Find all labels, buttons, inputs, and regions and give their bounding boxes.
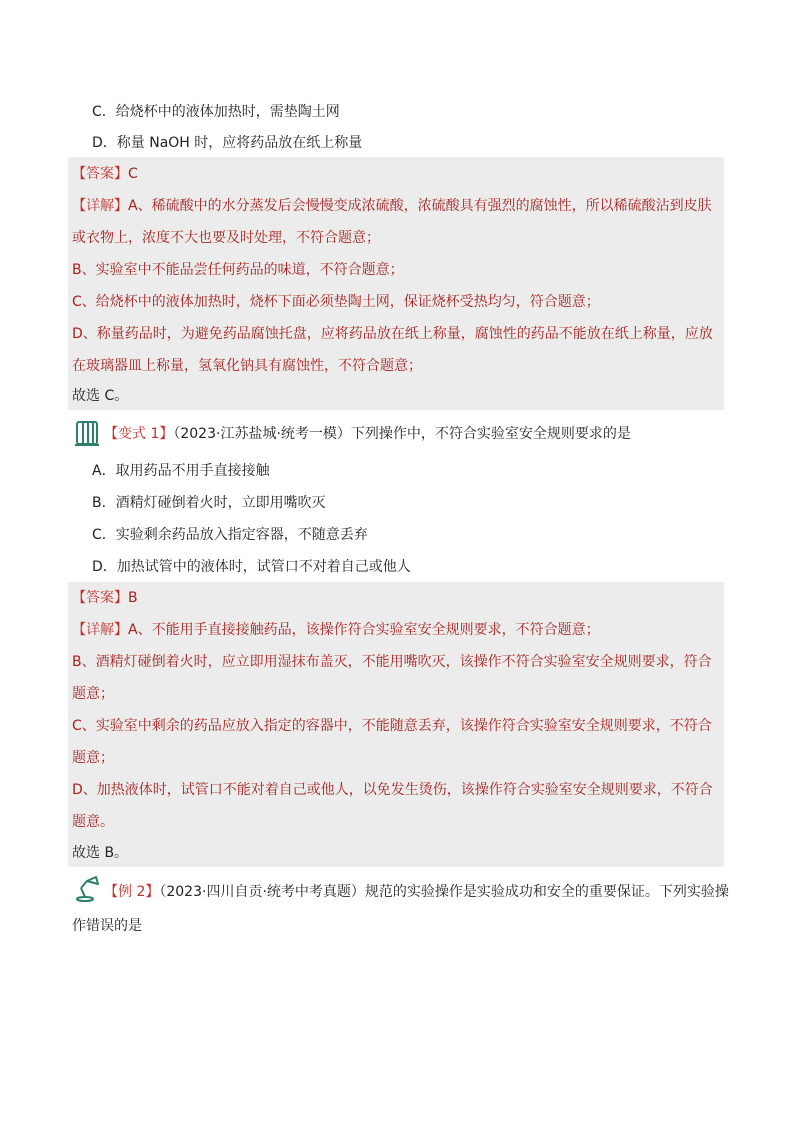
answer-1 xyxy=(72,164,138,184)
detail-2-line1: 【详解】A、不能用手直接接触药品，该操作符合实验室安全规则要求，不符合题意； xyxy=(72,622,600,638)
detail-2-line6: D、加热液体时，试管口不能对着自己或他人，以免发生烫伤，该操作符合实验室安全规则要求，不符合 xyxy=(72,782,713,798)
detail-1-line1: 【详解】A、稀硫酸中的水分蒸发后会慢慢变成浓硫酸，浓硫酸具有强烈的腐蚀性，所以稀硫酸沾到皮肤 xyxy=(72,198,712,214)
answer-value: B xyxy=(128,590,138,606)
detail-2-line3: 题意； xyxy=(72,686,114,702)
detail-1-line6: 在玻璃器皿上称量，氢氧化钠具有腐蚀性，不符合题意； xyxy=(72,358,422,374)
example-2-question-line1: 【例 2】（2023·四川自贡·统考中考真题）规范的实验操作是实验成功和安全的重要保证。下列实验操 xyxy=(104,884,729,900)
answer-value: C xyxy=(128,166,138,182)
detail-2-line5: 题意； xyxy=(72,750,114,766)
variant-tag: 【变式 1】 xyxy=(104,426,174,442)
book-stack-icon xyxy=(74,419,100,447)
detail-1-conclusion: 故选 C。 xyxy=(72,388,129,404)
variant-source: （2023·江苏盐城·统考一模） xyxy=(173,426,351,442)
example-2-question-line2: 作错误的是 xyxy=(72,918,142,934)
detail-1-line4: C、给烧杯中的液体加热时，烧杯下面必须垫陶土网，保证烧杯受热均匀，符合题意； xyxy=(72,294,600,310)
answer-tag: 【答案】 xyxy=(72,590,128,606)
example-tag: 【例 2】 xyxy=(104,884,160,900)
desk-lamp-icon xyxy=(74,874,100,902)
detail-1-line5: D、称量药品时，为避免药品腐蚀托盘，应将药品放在纸上称量，腐蚀性的药品不能放在纸上称量，应放 xyxy=(72,326,713,342)
variant-question-text: 下列操作中，不符合实验室安全规则要求的是 xyxy=(350,426,631,442)
option-c: C．给烧杯中的液体加热时，需垫陶土网 xyxy=(92,104,340,120)
variant-option-b: B．酒精灯碰倒着火时，立即用嘴吹灭 xyxy=(92,495,326,511)
detail-tag: 【详解】 xyxy=(72,198,128,214)
detail-2-conclusion: 故选 B。 xyxy=(72,845,129,861)
answer-2 xyxy=(72,588,138,608)
answer-tag: 【答案】 xyxy=(72,166,128,182)
variant-option-d: D．加热试管中的液体时，试管口不对着自己或他人 xyxy=(92,559,411,575)
variant-1-question xyxy=(104,424,631,444)
detail-2-line2: B、酒精灯碰倒着火时，应立即用湿抹布盖灭，不能用嘴吹灭，该操作不符合实验室安全规则要求，符合 xyxy=(72,654,712,670)
detail-tag: 【详解】 xyxy=(72,622,128,638)
example-source: （2023·四川自贡·统考中考真题） xyxy=(159,884,365,900)
detail-1-line2: 或衣物上，浓度不大也要及时处理，不符合题意； xyxy=(72,230,380,246)
detail-1-line3: B、实验室中不能品尝任何药品的味道，不符合题意； xyxy=(72,262,404,278)
detail-2-line7: 题意。 xyxy=(72,814,114,830)
option-d: D．称量 NaOH 时，应将药品放在纸上称量 xyxy=(92,135,363,151)
variant-option-c: C．实验剩余药品放入指定容器，不随意丢弃 xyxy=(92,527,368,543)
variant-option-a: A．取用药品不用手直接接触 xyxy=(92,463,270,479)
detail-2-line4: C、实验室中剩余的药品应放入指定的容器中，不能随意丢弃，该操作符合实验室安全规则要求，不符合 xyxy=(72,718,712,734)
